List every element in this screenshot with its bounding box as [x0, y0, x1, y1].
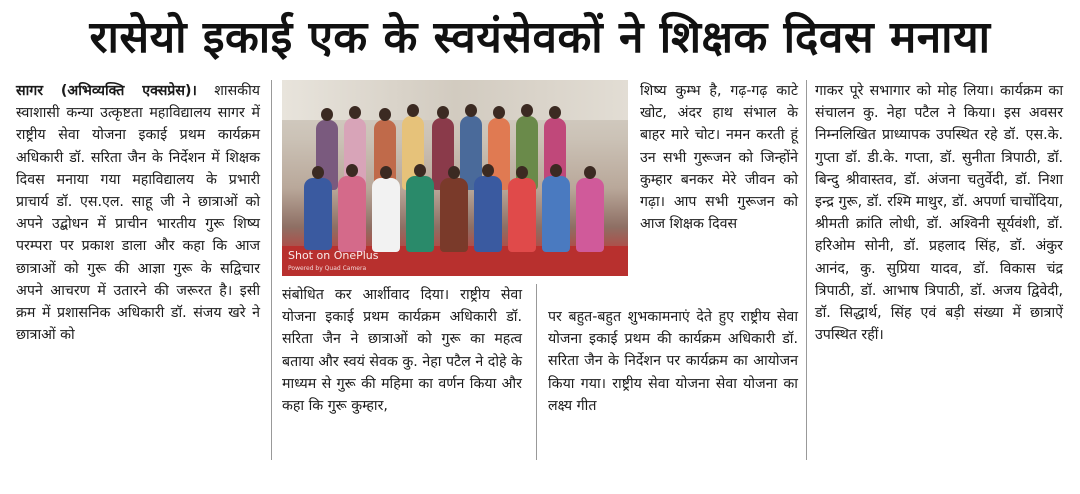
column-divider: [806, 80, 807, 460]
article-column-2-top: [640, 80, 798, 235]
article-column-4: [815, 80, 1063, 346]
column-2-top-text: शिष्य कुम्भ है, गढ़-गढ़ काटे खोट, अंदर हाथ संभाल के बाहर मारे चोट। नमन करती हूं उन सभी गुरूजन को जिन्होंने कुम्हार बनकर मेरे जीवन को गढ़ा। आप सभी गुरूजन को आज शिक्षक दिवस: [640, 83, 798, 233]
article-column-3-bottom: [548, 306, 798, 417]
photo-watermark-sub: Powered by Quad Camera: [288, 265, 367, 272]
column-2-bottom-text: संबोधित कर आर्शीवाद दिया। राष्ट्रीय सेवा योजना इकाई प्रथम कार्यक्रम अधिकारी डॉ. सरिता जैन ने छात्राओं को गुरू का महत्व बताया और स्वयं सेवक कु. नेहा पटैल ने दोहे के माध्यम से गुरू की महिमा का वर्णन किया और कहा कि गुरू कुम्हार,: [282, 287, 522, 415]
column-3-bottom-text: पर बहुत-बहुत शुभकामनाएं देते हुए राष्ट्रीय सेवा योजना इकाई प्रथम की कार्यक्रम अधिकारी डॉ. सरिता जैन के निर्देशन पर कार्यक्रम का आयोजन किया गया। राष्ट्रीय सेवा योजना सेवा योजना का लक्ष्य गीत: [548, 309, 798, 414]
column-1-text: शासकीय स्वाशासी कन्या उत्कृष्टता महाविद्यालय सागर में राष्ट्रीय सेवा योजना इकाई प्रथम कार्यक्रम अधिकारी डॉ. सरिता जैन के निर्देशन में शिक्षक दिवस मनाया गया महाविद्यालय के प्रभारी प्राचार्य डॉ. एस.एल. साहू जी ने छात्राओं को अपने उद्बोधन में प्राचीन भारतीय गुरू शिष्य परम्परा पर प्रकाश डाला और कहा कि आज छात्राओं को गुरू की आज्ञा गुरू के सद्विचार अपने आचरण में उतारने की जरूरत है। इसी क्रम में प्रशासनिक अधिकारी डॉ. संजय खरे ने छात्राओं को: [16, 83, 260, 344]
photo-background: [282, 80, 628, 120]
column-4-text: गाकर पूरे सभागार को मोह लिया। कार्यक्रम का संचालन कु. नेहा पटैल ने किया। इस अवसर निम्नलिखित प्राध्यापक उपस्थित रहे डॉ. एस.के. गुप्ता डॉ. डी.के. गप्ता, डॉ. सुनीता त्रिपाठी, डॉ. बिन्दु श्रीवास्तव, डॉ. अंजना चतुर्वेदी, डॉ. निशा इन्द्र गुरू, डॉ. रश्मि माथुर, डॉ. अपर्णा चाचोंदिया, श्रीमती क्रांति लोधी, डॉ. अश्विनी सूर्यवंशी, डॉ. हरिओम सोनी, डॉ. प्रहलाद सिंह, डॉ. अंकुर आनंद, कु. सुप्रिया यादव, डॉ. विकास चंद्र त्रिपाठी, डॉ. आभाष त्रिपाठी, डॉ. अजय द्विवेदी, डॉ. सिद्धार्थ, सिंह एवं बड़ी संख्या में छात्राऐं उपस्थित रहीं।: [815, 83, 1063, 344]
article-column-2-bottom: [282, 284, 522, 417]
headline: रासेयो इकाई एक के स्वयंसेवकों ने शिक्षक दिवस मनाया: [89, 12, 991, 63]
article-column-1: [16, 80, 260, 346]
news-photo: [282, 80, 628, 276]
column-divider: [271, 80, 272, 460]
dateline: सागर (अभिव्यक्ति एक्सप्रेस)।: [16, 83, 197, 99]
column-divider: [536, 284, 537, 460]
photo-watermark: Shot on OnePlus: [288, 249, 379, 262]
